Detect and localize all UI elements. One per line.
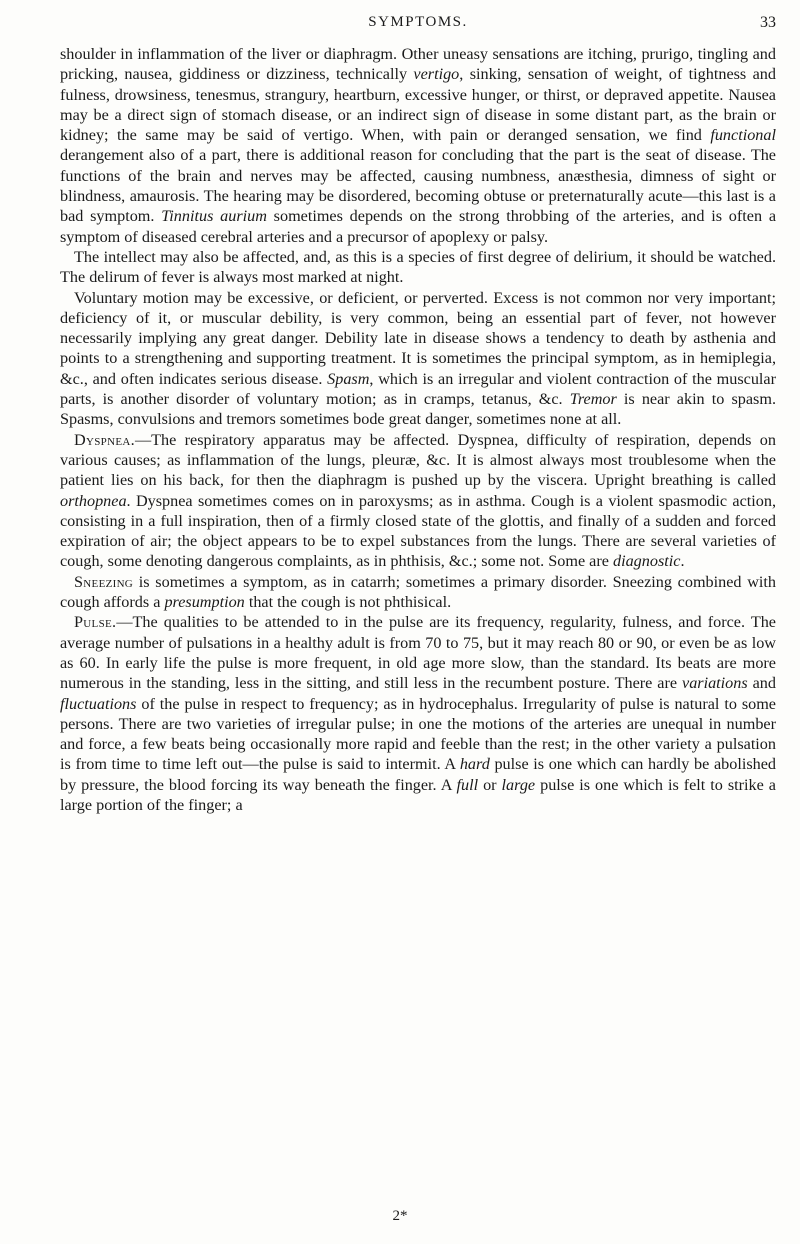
text-run: , sinking, sensation of weight, of tightness and fulness, drowsiness, tenesmus, strangury, heartburn, excessive hunger, or thirst, or depraved appetite. Nausea may be a direct sign of stomach disease, or an indirect sign of disease in some distant part, as the brain or kidney; the same may be said of vertigo. When, with pain or deranged sensation, we find	[60, 65, 776, 145]
page-header	[60, 14, 776, 44]
italic-term: variations	[682, 674, 748, 693]
page-number: 33	[760, 14, 776, 31]
text-run: is sometimes a symptom, as in catarrh; sometimes a primary disorder. Sneezing combined with cough affords a	[60, 572, 776, 612]
running-head: SYMPTOMS.	[368, 14, 468, 30]
italic-term: Tinnitus aurium	[161, 207, 267, 226]
text-run: The intellect may also be affected, and, as this is a species of first degree of delirium, it should be watched. The delirum of fever is always most marked at night.	[60, 247, 776, 287]
paragraph	[60, 612, 776, 815]
italic-term: orthopnea	[60, 491, 127, 510]
text-run: —The respiratory apparatus may be affected. Dyspnea, difficulty of respiration, depends on various causes; as inflammation of the lungs, pleuræ, &c. It is almost always most troublesome when the patient lies on his back, for then the diaphragm is pushed up by the viscera. Upright breathing is called	[60, 430, 776, 490]
text-run: —The qualities to be attended to in the pulse are its frequency, regularity, fulness, and force. The average number of pulsations in a healthy adult is from 70 to 75, but it may reach 80 or 90, or even be as low as 60. In early life the pulse is more frequent, in old age more slow, than the standard. Its beats are more numerous in the standing, less in the sitting, and still less in the recumbent posture. There are	[60, 613, 776, 693]
body-text	[60, 44, 776, 815]
paragraph	[60, 572, 776, 613]
italic-term: full	[456, 775, 479, 794]
text-run: and	[747, 674, 776, 693]
section-lead: Dyspnea.	[74, 430, 135, 449]
text-run: or	[478, 775, 502, 794]
signature-mark: 2*	[392, 1208, 408, 1224]
italic-term: vertigo	[413, 65, 460, 84]
text-run: that the cough is not phthisical.	[244, 593, 452, 612]
text-run: of the pulse in respect to frequency; as in hydrocephalus. Irregularity of pulse is natural to some persons. There are two varieties of irregular pulse; in one the motions of the arteries are unequal in number and force, a few beats being occasionally more rapid and feeble than the rest; in the other variety a pulsation is from time to time left out—the pulse is said to intermit. A	[60, 694, 776, 774]
text-run: pulse is one which can hardly be abolished by pressure, the blood forcing its way beneath the finger. A	[60, 755, 776, 794]
text-run: is near akin to spasm. Spasms, convulsions and tremors sometimes bode great danger, sometimes none at all.	[60, 390, 776, 429]
section-lead: Sneezing	[74, 572, 134, 591]
text-run: derangement also of a part, there is additional reason for concluding that the part is the seat of disease. The functions of the brain and nerves may be affected, causing numbness, anæsthesia, dimness of sight or blindness, amaurosis. The hearing may be disordered, becoming obtuse or preternaturally acute—this last is a bad symptom.	[60, 146, 776, 226]
italic-term: fluctuations	[60, 694, 137, 713]
text-run: shoulder in inflammation of the liver or diaphragm. Other uneasy sensations are itching, prurigo, tingling and pricking, nausea, giddiness or dizziness, technically	[60, 45, 776, 84]
italic-term: presumption	[164, 593, 245, 612]
paragraph	[60, 430, 776, 572]
italic-term: diagnostic	[613, 552, 681, 571]
paragraph	[60, 288, 776, 430]
italic-term: large	[501, 775, 536, 794]
text-run: . Dyspnea sometimes comes on in paroxysms; as in asthma. Cough is a violent spasmodic action, consisting in a full inspiration, then of a firmly closed state of the glottis, and finally of a sudden and forced expiration of air; the object appears to be to expel substances from the lungs. There are several varieties of cough, some denoting dangerous complaints, as in phthisis, &c.; some not. Some are	[60, 491, 776, 571]
book-page	[60, 14, 776, 815]
paragraph	[60, 44, 776, 247]
text-run: pulse is one which is felt to strike a large portion of the finger; a	[60, 775, 776, 814]
italic-term: Spasm	[327, 369, 370, 388]
italic-term: hard	[459, 755, 490, 774]
italic-term: functional	[710, 126, 776, 145]
section-lead: Pulse.	[74, 613, 117, 632]
text-run: Voluntary motion may be excessive, or deficient, or perverted. Excess is not common nor very important; deficiency of it, or muscular debility, is very common, being an essential part of fever, not however necessarily implying any great danger. Debility late in disease shows a tendency to death by asthenia and points to a strengthening and supporting treatment. It is sometimes the principal symptom, as in hemiplegia, &c., and often indicates serious disease.	[60, 288, 776, 388]
text-run: .	[680, 552, 685, 571]
italic-term: Tremor	[569, 390, 617, 409]
text-run: sometimes depends on the strong throbbing of the arteries, and is often a symptom of diseased cerebral arteries and a precursor of apoplexy or palsy.	[60, 207, 777, 246]
paragraph	[60, 247, 776, 288]
text-run: , which is an irregular and violent contraction of the muscular parts, is another disorder of voluntary motion; as in cramps, tetanus, &c.	[60, 369, 776, 409]
